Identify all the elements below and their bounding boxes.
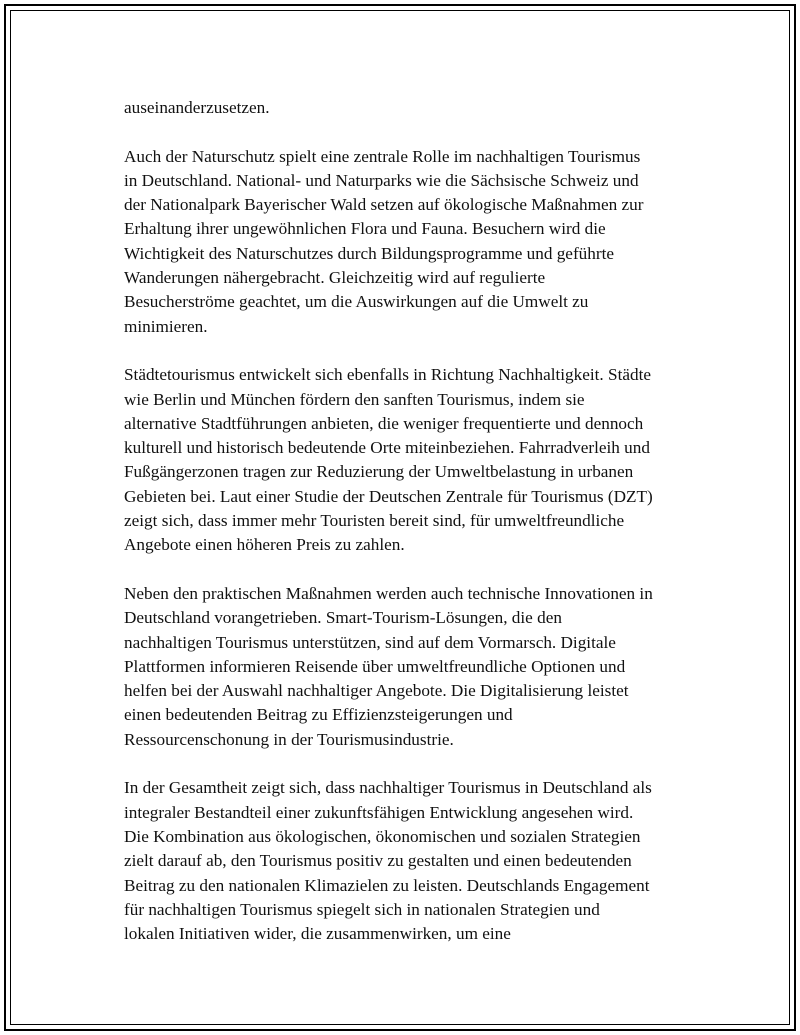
document-body (124, 96, 704, 971)
text-line: Wichtigkeit des Naturschutzes durch Bildungsprogramme und geführte (124, 243, 614, 263)
text-line: zielt darauf ab, den Tourismus positiv zu gestalten und einen bedeutenden (124, 851, 632, 871)
text-line: Fußgängerzonen tragen zur Reduzierung der Umweltbelastung in urbanen (124, 462, 634, 482)
text-line: Gebieten bei. Laut einer Studie der Deutschen Zentrale für Tourismus (DZT) (124, 486, 653, 506)
text-line: integraler Bestandteil einer zukunftsfähigen Entwicklung angesehen wird. (124, 802, 634, 822)
text-line: Neben den praktischen Maßnahmen werden auch technische Innovationen in (124, 583, 653, 603)
text-line: Deutschland vorangetrieben. Smart-Tourism-Lösungen, die den (124, 608, 562, 628)
page-frame (4, 4, 796, 1031)
text-line: In der Gesamtheit zeigt sich, dass nachhaltiger Tourismus in Deutschland als (124, 778, 652, 798)
text-line: Plattformen informieren Reisende über umweltfreundliche Optionen und (124, 656, 626, 676)
text-line: Ressourcenschonung in der Tourismusindustrie. (124, 729, 454, 749)
text-line: lokalen Initiativen wider, die zusammenwirken, um eine (124, 924, 511, 944)
text-line: wie Berlin und München fördern den sanften Tourismus, indem sie (124, 389, 585, 409)
text-line: Angebote einen höheren Preis zu zahlen. (124, 535, 405, 555)
text-line: Besucherströme geachtet, um die Auswirkungen auf die Umwelt zu (124, 292, 589, 312)
text-line: Die Kombination aus ökologischen, ökonomischen und sozialen Strategien (124, 826, 641, 846)
paragraph (124, 145, 704, 339)
text-line: einen bedeutenden Beitrag zu Effizienzsteigerungen und (124, 705, 513, 725)
text-line: auseinanderzusetzen. (124, 98, 270, 117)
text-line: in Deutschland. National- und Naturparks wie die Sächsische Schweiz und (124, 170, 639, 190)
text-line: zeigt sich, dass immer mehr Touristen bereit sind, für umweltfreundliche (124, 511, 625, 531)
paragraph (124, 363, 704, 557)
text-line: alternative Stadtführungen anbieten, die weniger frequentierte und dennoch (124, 413, 644, 433)
text-line: für nachhaltigen Tourismus spiegelt sich in nationalen Strategien und (124, 899, 600, 919)
text-line: helfen bei der Auswahl nachhaltiger Angebote. Die Digitalisierung leistet (124, 681, 629, 701)
paragraph (124, 96, 704, 120)
text-line: kulturell und historisch bedeutende Orte miteinbeziehen. Fahrradverleih und (124, 438, 650, 458)
text-line: minimieren. (124, 316, 208, 336)
text-line: Städtetourismus entwickelt sich ebenfalls in Richtung Nachhaltigkeit. Städte (124, 365, 651, 385)
text-line: Erhaltung ihrer ungewöhnlichen Flora und Fauna. Besuchern wird die (124, 219, 606, 239)
text-line: Wanderungen nähergebracht. Gleichzeitig wird auf regulierte (124, 268, 546, 288)
text-line: Auch der Naturschutz spielt eine zentrale Rolle im nachhaltigen Tourismus (124, 146, 641, 166)
text-line: nachhaltigen Tourismus unterstützen, sind auf dem Vormarsch. Digitale (124, 632, 616, 652)
paragraph (124, 582, 704, 752)
text-line: der Nationalpark Bayerischer Wald setzen auf ökologische Maßnahmen zur (124, 195, 644, 215)
paragraph (124, 776, 704, 946)
text-line: Beitrag zu den nationalen Klimazielen zu leisten. Deutschlands Engagement (124, 875, 650, 895)
